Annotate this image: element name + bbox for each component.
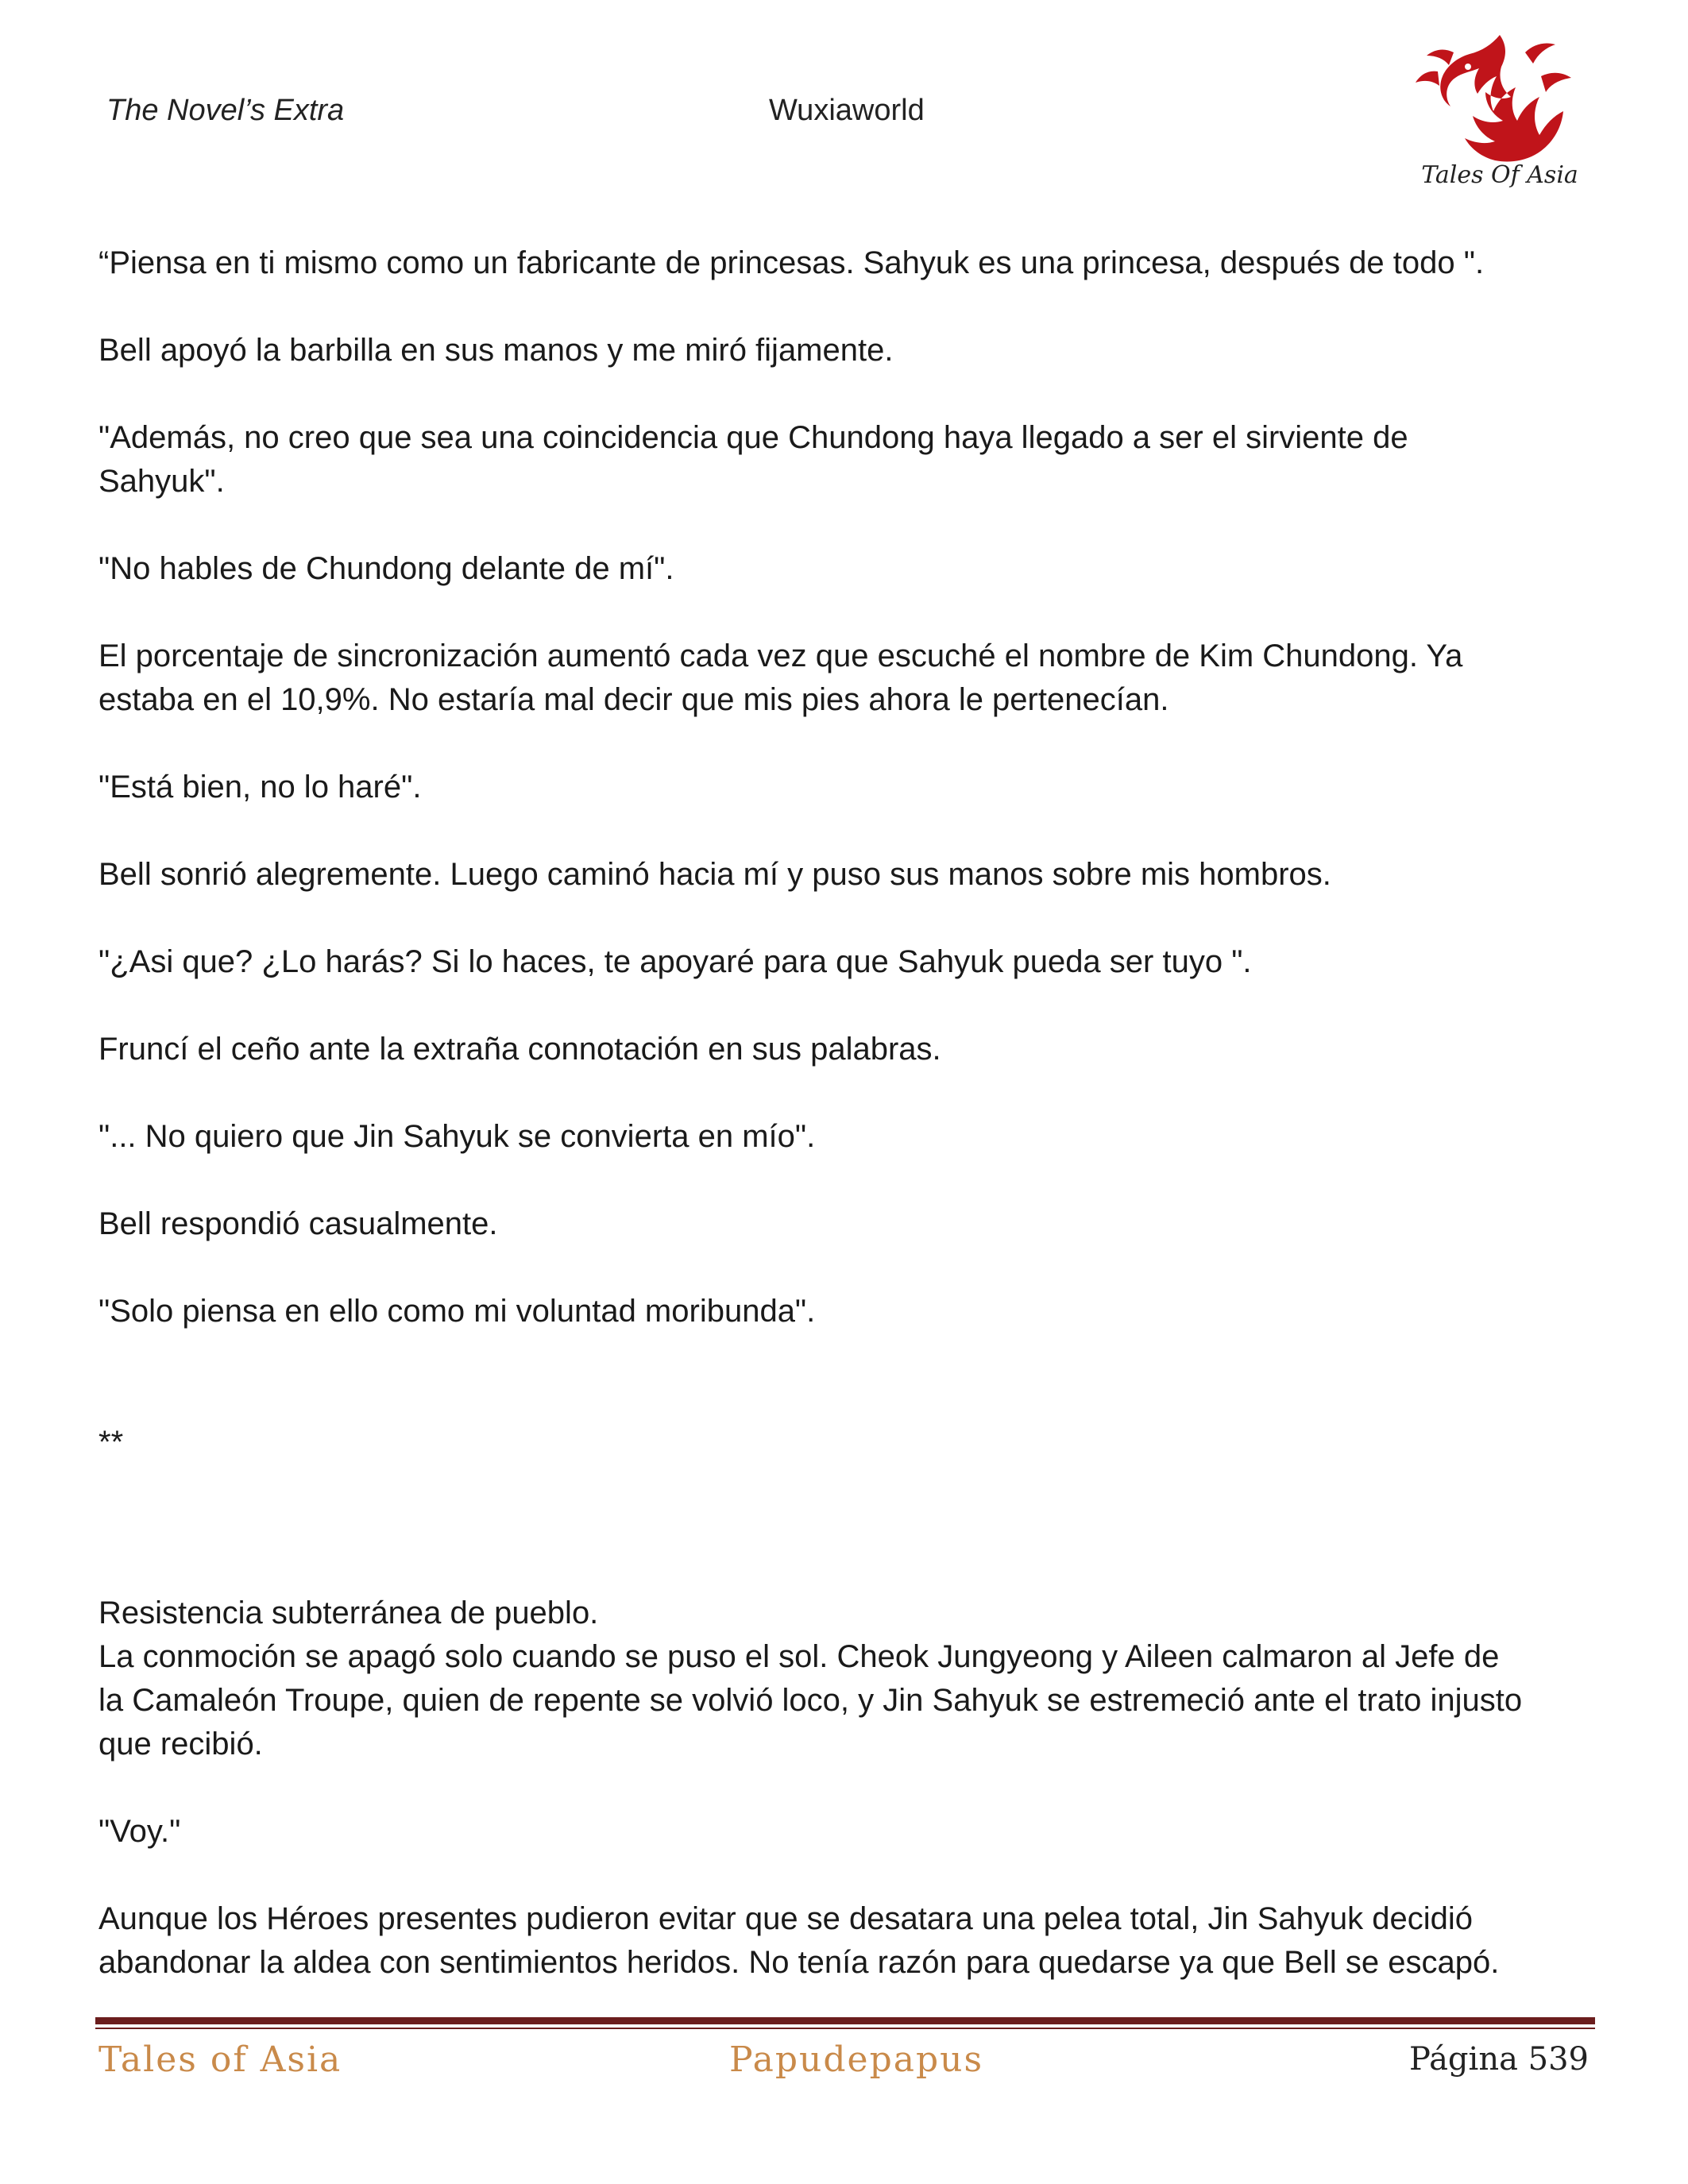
paragraph-line: Fruncí el ceño ante la extraña connotación en sus palabras. [98,1032,941,1067]
paragraph-line: abandonar la aldea con sentimientos heridos. No tenía razón para quedarse ya que Bell se escapó. [98,1945,1500,1980]
paragraph-line: “Piensa en ti mismo como un fabricante de princesas. Sahyuk es una princesa, después de todo ". [98,245,1485,280]
logo-text: Tales Of Asia [1421,161,1578,189]
footer-site-name: Tales of Asia [98,2039,342,2080]
paragraph-line: Bell apoyó la barbilla en sus manos y me miró fijamente. [98,333,894,368]
chapter-body [98,241,1608,1985]
paragraph-line: Sahyuk". [98,464,225,499]
footer-rule-thin [95,2028,1595,2029]
paragraph-line: "Solo piensa en ello como mi voluntad moribunda". [98,1294,816,1329]
footer-rule [95,2017,1595,2024]
paragraph-line: que recibió. [98,1727,263,1761]
paragraph-line: "... No quiero que Jin Sahyuk se convierta en mío". [98,1119,816,1154]
paragraph-line: "¿Asi que? ¿Lo harás? Si lo haces, te apoyaré para que Sahyuk pueda ser tuyo ". [98,944,1252,979]
paragraph-line: "Está bien, no lo haré". [98,770,422,805]
footer-page-number: Página 539 [1408,2041,1589,2078]
header-novel-title: The Novel’s Extra [106,94,345,127]
paragraph-line: El porcentaje de sincronización aumentó cada vez que escuché el nombre de Kim Chundong. Ya [98,639,1463,673]
paragraph-line: La conmoción se apagó solo cuando se puso el sol. Cheok Jungyeong y Aileen calmaron al Jefe de [98,1639,1500,1674]
footer-translator: Papudepapus [729,2039,984,2080]
header-source: Wuxiaworld [769,94,925,127]
paragraph-line: estaba en el 10,9%. No estaría mal decir que mis pies ahora le pertenecían. [98,682,1169,717]
paragraph-line: la Camaleón Troupe, quien de repente se volvió loco, y Jin Sahyuk se estremeció ante el trato injusto [98,1683,1523,1718]
paragraph-line: Bell sonrió alegremente. Luego caminó hacia mí y puso sus manos sobre mis hombros. [98,857,1331,892]
paragraph-line: "Voy." [98,1814,181,1849]
paragraph-line: "Además, no creo que sea una coincidencia que Chundong haya llegado a ser el sirviente de [98,420,1408,455]
paragraph-line: Aunque los Héroes presentes pudieron evitar que se desatara una pelea total, Jin Sahyuk decidió [98,1901,1474,1936]
scene-break: ** [98,1425,124,1460]
paragraph-line: "No hables de Chundong delante de mí". [98,551,674,586]
paragraph-line: Resistencia subterránea de pueblo. [98,1596,599,1630]
paragraph-line: Bell respondió casualmente. [98,1206,498,1241]
red-dragon-logo-icon [1406,21,1589,195]
